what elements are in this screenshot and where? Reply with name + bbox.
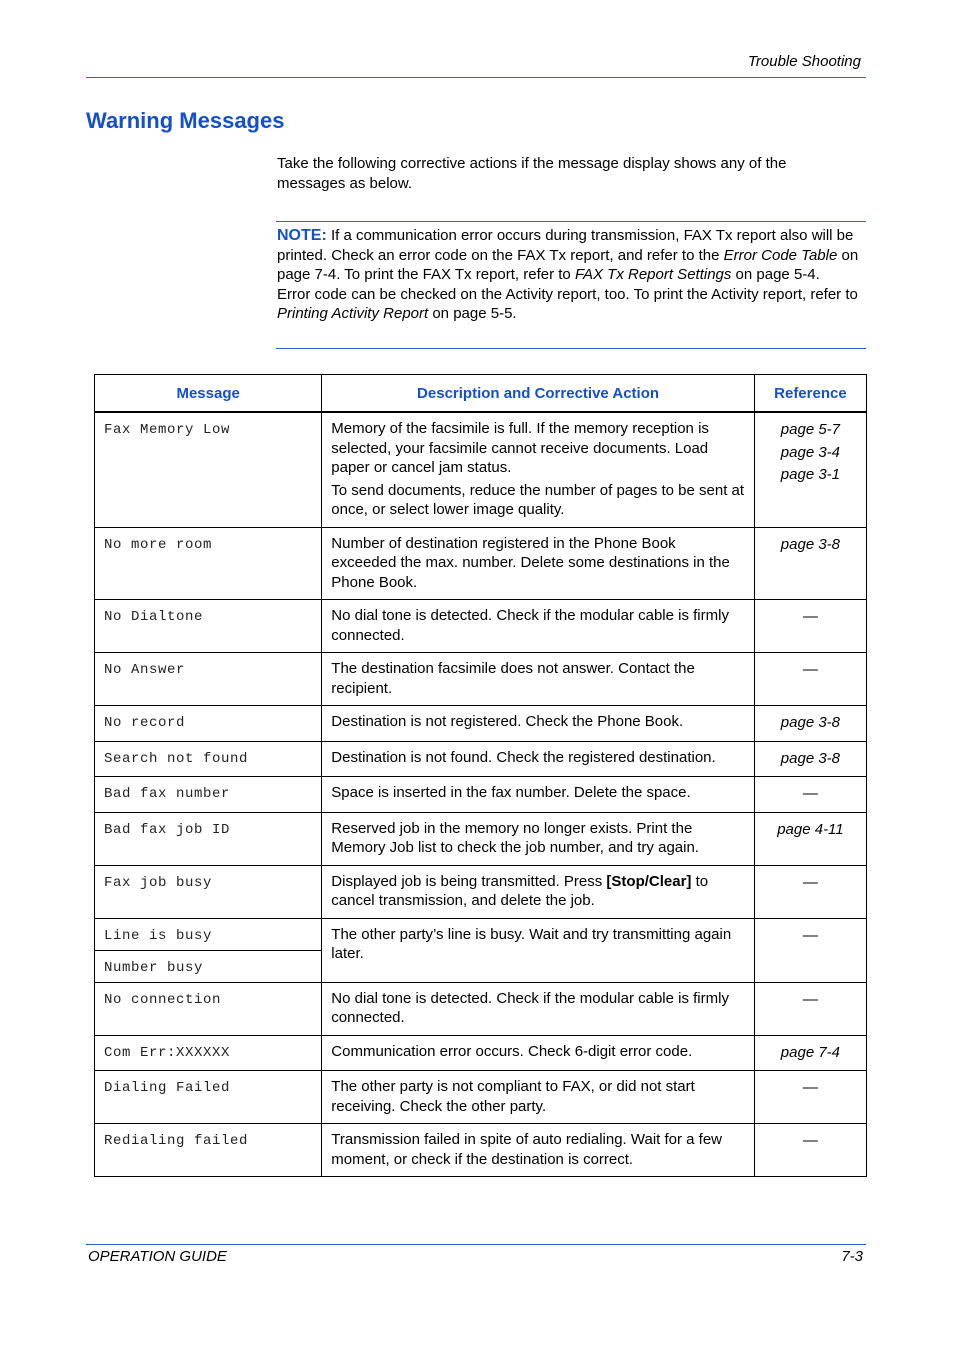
description-text: to cancel transmission, and delete the job. — [331, 872, 709, 909]
note-text: on page 5-4. — [731, 266, 820, 283]
column-header-message: Message — [95, 375, 322, 413]
reference-link[interactable]: page 4-11 — [777, 820, 844, 838]
description-cell: Destination is not found. Check the registered destination. — [322, 741, 755, 777]
table-row — [95, 1071, 867, 1124]
message-cell: Line is busy — [95, 918, 322, 950]
intro-paragraph: Take the following corrective actions if the message display shows any of the messages as below. — [277, 155, 787, 192]
message-cell: Bad fax job ID — [95, 812, 322, 865]
message-cell: Dialing Failed — [95, 1071, 322, 1124]
table-row — [95, 706, 867, 742]
table-row — [95, 812, 867, 865]
table-row — [95, 1124, 867, 1177]
reference-link[interactable]: page 3-8 — [780, 535, 841, 553]
reference-cell: — — [754, 1124, 866, 1177]
reference-cell — [754, 527, 866, 600]
message-cell: Com Err:XXXXXX — [95, 1035, 322, 1071]
note-ref-printing-activity-report: Printing Activity Report — [277, 305, 429, 322]
table-row — [95, 918, 867, 950]
reference-cell — [754, 412, 866, 527]
reference-link[interactable]: page 3-1 — [780, 466, 841, 483]
message-cell: No Dialtone — [95, 600, 322, 653]
message-cell: No record — [95, 706, 322, 742]
note-bottom-rule — [276, 348, 866, 349]
description-cell: Space is inserted in the fax number. Delete the space. — [322, 777, 755, 813]
table-row — [95, 865, 867, 918]
page-number: 7-3 — [841, 1248, 863, 1265]
table-row — [95, 777, 867, 813]
page-title: Warning Messages — [86, 108, 285, 133]
table-row — [95, 653, 867, 706]
reference-cell: — — [754, 777, 866, 813]
reference-link[interactable]: page 3-8 — [780, 714, 841, 731]
reference-cell: — — [754, 865, 866, 918]
stop-clear-key-label: [Stop/Clear] — [606, 872, 692, 890]
footer-guide-title: OPERATION GUIDE — [88, 1248, 227, 1265]
footer-rule — [86, 1244, 866, 1245]
description-cell: The other party is not compliant to FAX, or did not start receiving. Check the other party. — [322, 1071, 755, 1124]
description-cell: The other party’s line is busy. Wait and try transmitting again later. — [322, 918, 755, 982]
reference-cell: — — [754, 1071, 866, 1124]
table-row — [95, 982, 867, 1035]
column-header-reference: Reference — [754, 375, 866, 413]
description-cell — [322, 865, 755, 918]
table-row — [95, 1035, 867, 1071]
message-cell: No more room — [95, 527, 322, 600]
description-text: To send documents, reduce the number of pages to be sent at once, or select lower image quality. — [331, 481, 745, 518]
reference-cell: — — [754, 600, 866, 653]
message-cell: Redialing failed — [95, 1124, 322, 1177]
description-cell: Reserved job in the memory no longer exists. Print the Memory Job list to check the job number, and try again. — [322, 812, 755, 865]
table-row — [95, 412, 867, 527]
note-box — [277, 226, 867, 324]
description-cell: Transmission failed in spite of auto redialing. Wait for a few moment, or check if the destination is correct. — [322, 1124, 755, 1177]
column-header-description: Description and Corrective Action — [322, 375, 755, 413]
note-label: NOTE: — [277, 227, 327, 244]
reference-cell: — — [754, 653, 866, 706]
reference-link[interactable]: page 5-7 — [780, 421, 841, 438]
reference-cell — [754, 812, 866, 865]
reference-cell: — — [754, 918, 866, 982]
reference-cell — [754, 1035, 866, 1071]
note-ref-error-code-table: Error Code Table — [723, 246, 838, 264]
reference-link[interactable]: page 7-4 — [780, 1043, 841, 1061]
message-cell: Search not found — [95, 741, 322, 777]
message-cell: No connection — [95, 982, 322, 1035]
description-cell: No dial tone is detected. Check if the modular cable is firmly connected. — [322, 600, 755, 653]
note-ref-fax-tx-report-settings: FAX Tx Report Settings — [574, 266, 732, 283]
header-rule — [86, 77, 866, 78]
reference-cell — [754, 706, 866, 742]
table-header-row — [95, 375, 867, 413]
note-top-rule — [276, 221, 866, 222]
table-row — [95, 600, 867, 653]
description-cell: Communication error occurs. Check 6-digit error code. — [322, 1035, 755, 1071]
note-text: If a communication error occurs during transmission, FAX Tx report also will be printed. Check an error code on the FAX Tx report, and refer to the — [277, 227, 854, 264]
description-cell: Destination is not registered. Check the Phone Book. — [322, 706, 755, 742]
description-cell: Number of destination registered in the Phone Book exceeded the max. number. Delete some destinations in the Phone Book. — [322, 527, 755, 600]
note-text: on page 5-5. — [428, 305, 517, 322]
description-cell: The destination facsimile does not answer. Contact the recipient. — [322, 653, 755, 706]
reference-cell: — — [754, 982, 866, 1035]
note-text: on page 7-4. To print the FAX Tx report, refer to — [277, 246, 859, 283]
reference-cell — [754, 741, 866, 777]
description-text: Memory of the facsimile is full. If the memory reception is selected, your facsimile cannot receive documents. Load paper or cancel jam status. — [331, 420, 709, 476]
running-header: Trouble Shooting — [747, 53, 861, 70]
table-row — [95, 527, 867, 600]
description-cell — [322, 412, 755, 527]
table-row — [95, 741, 867, 777]
message-cell: Fax job busy — [95, 865, 322, 918]
message-cell: Number busy — [95, 950, 322, 982]
message-cell: Bad fax number — [95, 777, 322, 813]
description-cell: No dial tone is detected. Check if the modular cable is firmly connected. — [322, 982, 755, 1035]
message-cell: Fax Memory Low — [95, 412, 322, 527]
reference-link[interactable]: page 3-4 — [780, 443, 841, 461]
note-text: Error code can be checked on the Activity report, too. To print the Activity report, refer to — [277, 285, 858, 303]
description-text: Displayed job is being transmitted. Press — [331, 872, 607, 890]
warning-messages-table — [94, 374, 867, 1177]
message-cell: No Answer — [95, 653, 322, 706]
reference-link[interactable]: page 3-8 — [780, 749, 841, 767]
